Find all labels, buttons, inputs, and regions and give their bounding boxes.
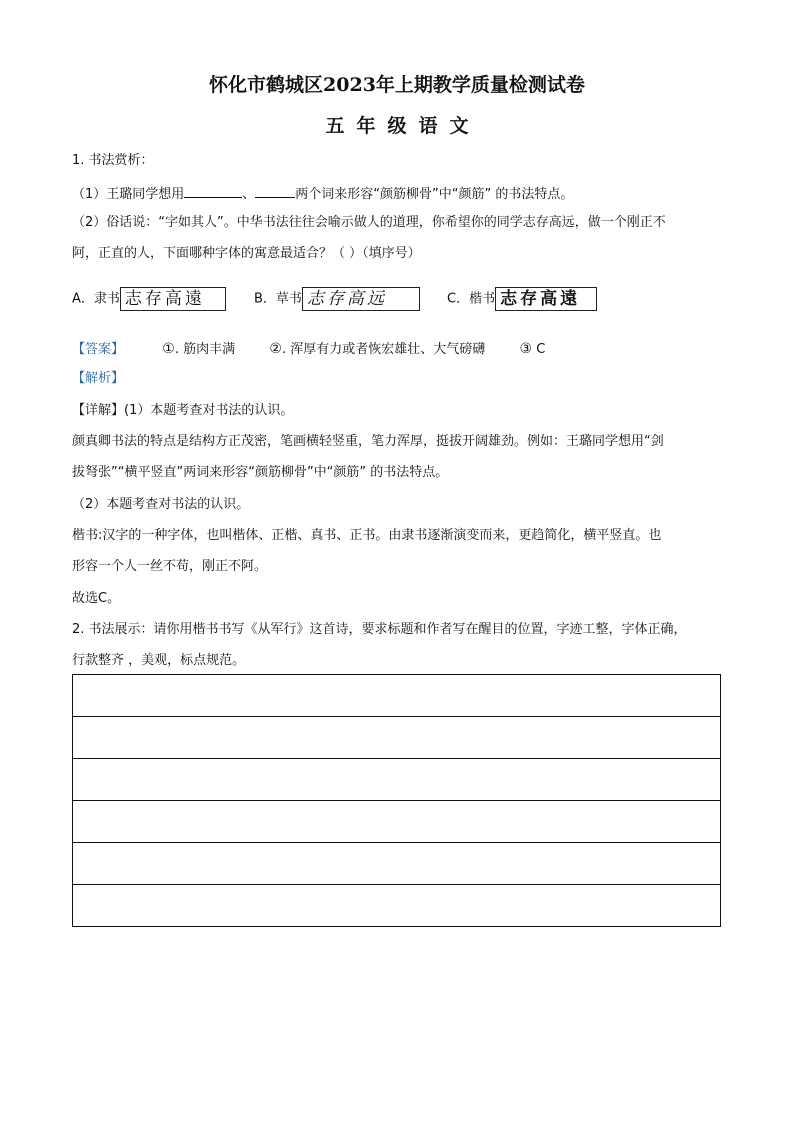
answer-item1-number: ① bbox=[162, 341, 175, 357]
answer-tag: 【答案】 bbox=[72, 342, 125, 357]
q1-part1-suffix: 两个词来形容“颜筋柳骨”中“颜筋” 的书法特点。 bbox=[295, 187, 574, 202]
answer-row[interactable] bbox=[73, 885, 720, 927]
analysis-line-1: 【详解】(1）本题考查对书法的认识。 bbox=[72, 403, 294, 418]
analysis-line-7: 故选C。 bbox=[72, 591, 121, 606]
q1-stem: 1. 书法赏析： bbox=[72, 153, 154, 168]
answer-row[interactable] bbox=[73, 675, 720, 717]
option-c-label: C．楷书 bbox=[447, 291, 496, 307]
option-b[interactable] bbox=[254, 287, 420, 311]
answer-row[interactable] bbox=[73, 717, 720, 759]
analysis-line-5: 楷书:汉字的一种字体，也叫楷体、正楷、真书、正书。由隶书逐渐演变而来，更趋简化，横平竖直。也 bbox=[72, 528, 662, 543]
exam-subtitle: 五年级语文 bbox=[325, 115, 481, 137]
exam-title: 怀化市鹤城区2023年上期教学质量检测试卷 bbox=[209, 74, 585, 96]
analysis-line-6: 形容一个人一丝不苟，刚正不阿。 bbox=[72, 559, 268, 574]
option-a-label: A．隶书 bbox=[72, 291, 120, 307]
analysis-line-2: 颜真卿书法的特点是结构方正茂密，笔画横轻竖重，笔力浑厚，挺拔开阔雄劲。例如：王璐同学想用“剑 bbox=[72, 434, 664, 449]
option-c[interactable] bbox=[447, 287, 597, 311]
analysis-line-3: 拔弩张”“横平竖直”两词来形容“颜筋柳骨”中“颜筋” 的书法特点。 bbox=[72, 465, 449, 480]
q1-part1 bbox=[72, 183, 573, 204]
analysis-line-4: （2）本题考查对书法的认识。 bbox=[72, 497, 250, 512]
q1-part2-line2: 阿，正直的人，下面哪种字体的寓意最适合？（ ）（填序号） bbox=[72, 246, 421, 261]
answer-line bbox=[72, 340, 545, 359]
answer-item1-text: . 筋肉丰满 bbox=[174, 342, 236, 357]
analysis-tag: 【解析】 bbox=[72, 371, 125, 386]
handwriting-answer-grid bbox=[72, 674, 721, 927]
answer-row[interactable] bbox=[73, 843, 720, 885]
option-a-calligraphy-sample: 志存高遠 bbox=[120, 287, 226, 311]
answer-item3-text: C bbox=[536, 342, 546, 357]
option-b-label: B．草书 bbox=[254, 291, 302, 307]
option-a[interactable] bbox=[72, 287, 226, 311]
fill-blank-1[interactable] bbox=[184, 183, 242, 198]
q1-part1-separator: 、 bbox=[242, 187, 256, 202]
answer-row[interactable] bbox=[73, 801, 720, 843]
q1-part1-prefix: （1）王璐同学想用 bbox=[72, 187, 185, 202]
q2-line-1: 2. 书法展示：请你用楷书书写《从军行》这首诗，要求标题和作者写在醒目的位置，字迹工整，字体正确， bbox=[72, 622, 687, 637]
answer-item2-number: ② bbox=[269, 341, 282, 357]
option-b-calligraphy-sample: 志存高远 bbox=[302, 287, 420, 311]
q2-line-2: 行款整齐 ，美观，标点规范。 bbox=[72, 653, 246, 668]
answer-row[interactable] bbox=[73, 759, 720, 801]
q1-part2-line1: （2）俗话说：“字如其人”。中华书法往往会喻示做人的道理，你希望你的同学志存高远，做一个刚正不 bbox=[72, 215, 666, 230]
fill-blank-2[interactable] bbox=[255, 183, 295, 198]
option-c-calligraphy-sample: 志存高遠 bbox=[495, 287, 597, 311]
answer-item3-number: ③ bbox=[519, 341, 533, 357]
answer-item2-text: . 浑厚有力或者恢宏雄壮、大气磅礴 bbox=[281, 342, 486, 357]
